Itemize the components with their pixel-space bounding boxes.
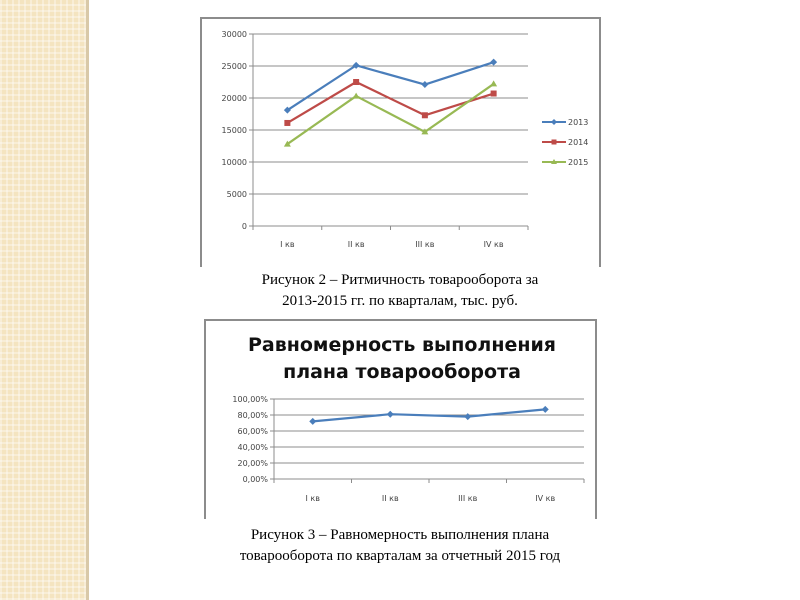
y-tick-label: 60,00% (237, 427, 268, 436)
chart-title: Равномерность выполнения (247, 334, 557, 356)
diamond-marker-icon (464, 413, 471, 420)
chart-title: плана товарооборота (283, 361, 521, 383)
x-category-label: II кв (381, 494, 399, 503)
y-tick-label: 80,00% (237, 411, 268, 420)
x-category-label: III кв (415, 240, 435, 249)
y-tick-label: 15000 (221, 126, 247, 135)
triangle-marker-icon (353, 93, 360, 99)
square-marker-icon (353, 79, 359, 85)
plan-uniformity-chart (204, 319, 597, 519)
series-line-2014 (287, 82, 493, 123)
side-strip-edge (86, 0, 89, 600)
figure-2-caption-line-1: Рисунок 2 – Ритмичность товарооборота за (261, 272, 539, 288)
y-tick-label: 100,00% (232, 395, 268, 404)
x-category-label: IV кв (535, 494, 556, 503)
diamond-marker-icon (542, 406, 549, 413)
x-category-label: III кв (458, 494, 478, 503)
x-category-label: II кв (347, 240, 365, 249)
square-marker-icon (491, 91, 497, 97)
y-tick-label: 20000 (221, 94, 247, 103)
y-tick-label: 20,00% (237, 459, 268, 468)
y-tick-label: 30000 (221, 30, 247, 39)
figure-3-caption-line-2: товарооборота по кварталам за отчетный 2015 год (239, 548, 561, 564)
diamond-marker-icon (551, 119, 557, 125)
turnover-rhythm-plot (202, 19, 603, 269)
y-tick-label: 40,00% (237, 443, 268, 452)
x-category-label: I кв (305, 494, 320, 503)
y-tick-label: 0 (241, 222, 247, 231)
y-tick-label: 25000 (221, 62, 247, 71)
x-category-label: IV кв (483, 240, 504, 249)
legend-label-2013: 2013 (568, 118, 589, 127)
diamond-marker-icon (387, 411, 394, 418)
legend-label-2014: 2014 (568, 138, 589, 147)
figure-3-caption (180, 525, 620, 567)
plan-uniformity-plot (206, 321, 599, 521)
y-tick-label: 10000 (221, 158, 247, 167)
y-tick-label: 0,00% (242, 475, 268, 484)
y-tick-label: 5000 (226, 190, 247, 199)
turnover-rhythm-chart (200, 17, 601, 267)
diamond-marker-icon (421, 81, 428, 88)
figure-3-caption-line-1: Рисунок 3 – Равномерность выполнения плана (250, 527, 550, 543)
series-line-2015 (287, 84, 493, 144)
legend-label-2015: 2015 (568, 158, 589, 167)
square-marker-icon (422, 112, 428, 118)
figure-2-caption (190, 270, 610, 312)
square-marker-icon (552, 140, 557, 145)
diamond-marker-icon (309, 418, 316, 425)
square-marker-icon (284, 120, 290, 126)
x-category-label: I кв (280, 240, 295, 249)
diamond-marker-icon (490, 59, 497, 66)
triangle-marker-icon (490, 80, 497, 86)
decorative-side-strip (0, 0, 86, 600)
figure-2-caption-line-2: 2013-2015 гг. по кварталам, тыс. руб. (282, 293, 518, 309)
